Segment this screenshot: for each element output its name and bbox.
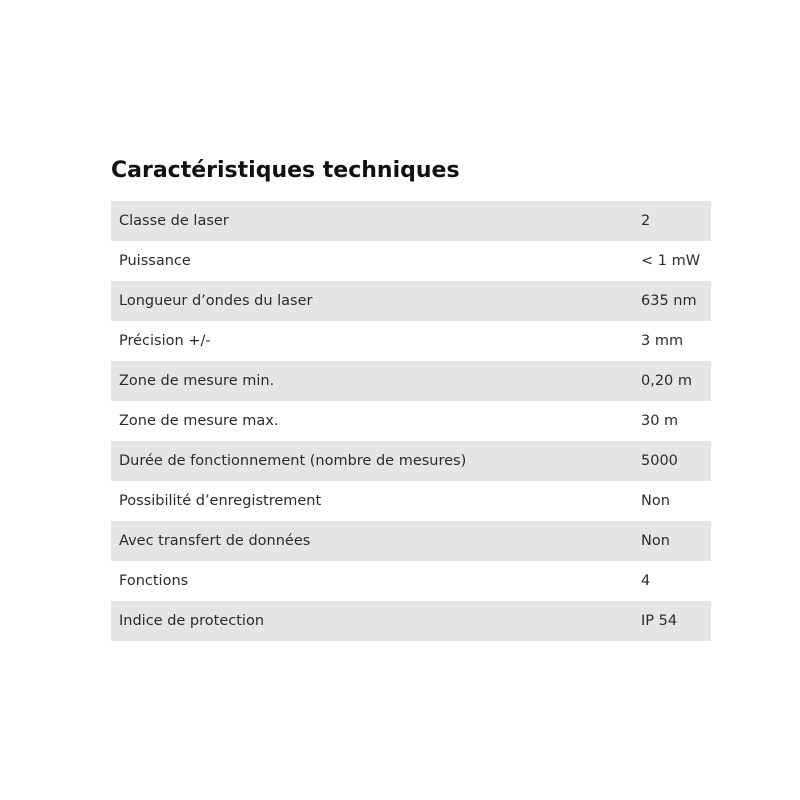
table-row	[111, 561, 711, 601]
spec-value: 0,20 m	[641, 373, 693, 389]
spec-label: Longueur d’ondes du laser	[119, 293, 313, 309]
spec-value: 2	[641, 213, 651, 229]
spec-label: Puissance	[119, 253, 191, 269]
spec-value: IP 54	[641, 613, 678, 629]
table-row	[111, 441, 711, 481]
table-row	[111, 601, 711, 641]
spec-label: Zone de mesure max.	[119, 413, 279, 429]
table-row	[111, 281, 711, 321]
table-row	[111, 321, 711, 361]
table-row	[111, 361, 711, 401]
spec-value: 30 m	[641, 413, 679, 429]
table-row	[111, 401, 711, 441]
spec-value: < 1 mW	[641, 253, 701, 269]
spec-label: Précision +/-	[119, 333, 211, 349]
spec-value: Non	[641, 493, 670, 509]
spec-label: Classe de laser	[119, 213, 229, 229]
spec-label: Possibilité d’enregistrement	[119, 493, 322, 509]
technical-specifications-section	[111, 155, 711, 641]
table-row	[111, 521, 711, 561]
spec-value: 3 mm	[641, 333, 684, 349]
spec-label: Durée de fonctionnement (nombre de mesures)	[119, 453, 467, 469]
spec-label: Zone de mesure min.	[119, 373, 275, 389]
section-title: Caractéristiques techniques	[111, 158, 460, 183]
specifications-table	[111, 201, 711, 641]
spec-value: Non	[641, 533, 670, 549]
spec-label: Avec transfert de données	[119, 533, 311, 549]
table-row	[111, 201, 711, 241]
spec-label: Indice de protection	[119, 613, 265, 629]
spec-label: Fonctions	[119, 573, 189, 589]
spec-value: 4	[641, 573, 651, 589]
spec-value: 635 nm	[641, 293, 697, 309]
table-row	[111, 481, 711, 521]
table-row	[111, 241, 711, 281]
spec-value: 5000	[641, 453, 678, 469]
